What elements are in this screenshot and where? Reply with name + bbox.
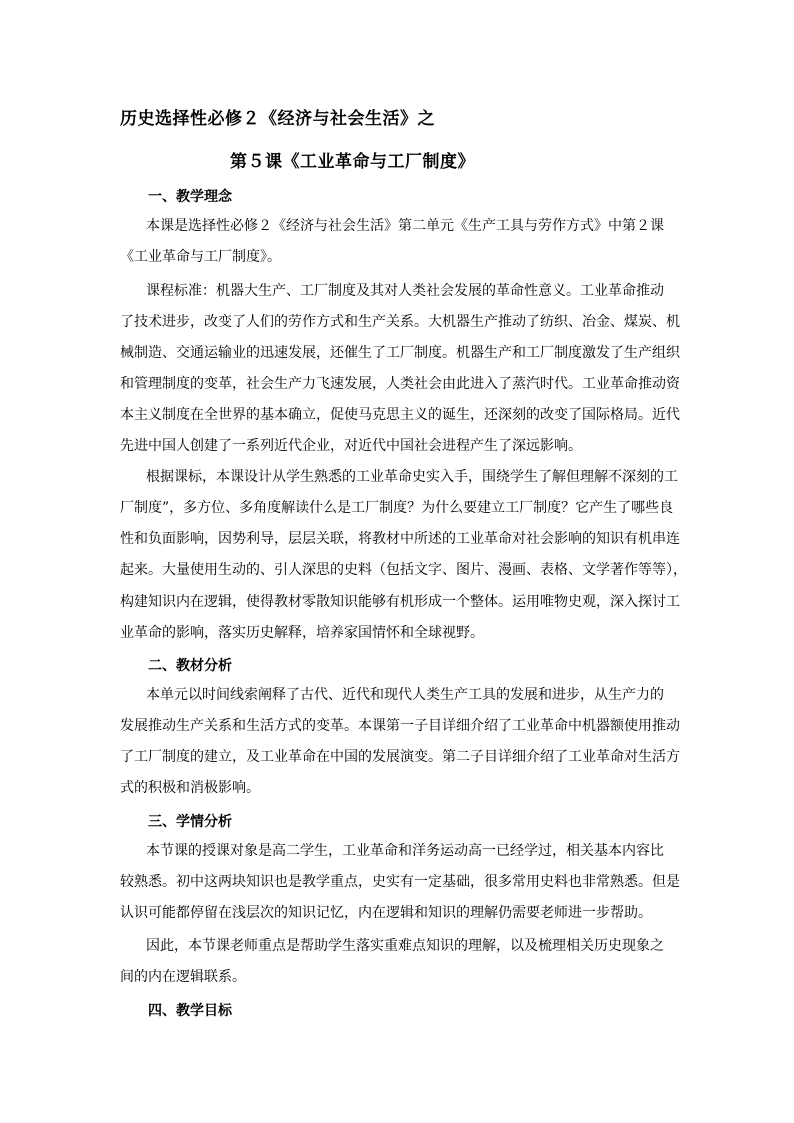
paragraph-line: 认识可能都停留在浅层次的知识记忆，内在逻辑和知识的理解仍需要老师进一步帮助。 (120, 905, 652, 921)
paragraph-line: 厂制度”，多方位、多角度解读什么是工厂制度？为什么要建立工厂制度？它产生了哪些良 (120, 500, 674, 516)
paragraph-line: 发展推动生产关系和生活方式的变革。本课第一子目详细介绍了工业革命中机器额使用推动 (120, 718, 680, 734)
paragraph-line: 性和负面影响，因势利导，层层关联，将教材中所述的工业革命对社会影响的知识有机串连 (120, 531, 680, 547)
paragraph-line: 和管理制度的变革，社会生产力飞速发展，人类社会由此进入了蒸汽时代。工业革命推动资 (120, 376, 680, 392)
section-heading-student-analysis: 三、学情分析 (148, 814, 232, 830)
paragraph-line: 间的内在逻辑联系。 (120, 969, 246, 985)
document-title-line-2: 第５课《工业革命与工厂制度》 (230, 152, 475, 172)
paragraph-line: 根据课标，本课设计从学生熟悉的工业革命史实入手，围绕学生了解但理解不深刻的工 (146, 469, 678, 485)
paragraph-line: 先进中国人创建了一系列近代企业，对近代中国社会进程产生了深远影响。 (120, 438, 582, 454)
paragraph-line: 本主义制度在全世界的基本确立，促使马克思主义的诞生，还深刻的改变了国际格局。近代 (120, 407, 680, 423)
paragraph-line: 械制造、交通运输业的迅速发展，还催生了工厂制度。机器生产和工厂制度激发了生产组织 (120, 345, 680, 361)
paragraph-line: 因此，本节课老师重点是帮助学生落实重难点知识的理解，以及梳理相关历史现象之 (146, 938, 664, 954)
paragraph-line: 本节课的授课对象是高二学生，工业革命和洋务运动高一已经学过，相关基本内容比 (146, 843, 664, 859)
paragraph-line: 起来。大量使用生动的、引人深思的史料（包括文字、图片、漫画、表格、文学著作等等）， (120, 562, 687, 578)
paragraph-line: 了工厂制度的建立，及工业革命在中国的发展演变。第二子目详细介绍了工业革命对生活方 (120, 749, 680, 765)
paragraph-line: 课程标准：机器大生产、工厂制度及其对人类社会发展的革命性意义。工业革命推动 (146, 283, 664, 299)
document-title-line-1: 历史选择性必修２《经济与社会生活》之 (120, 109, 435, 129)
section-heading-textbook-analysis: 二、教材分析 (148, 658, 232, 674)
paragraph-line: 《工业革命与工厂制度》。 (120, 249, 281, 265)
paragraph-line: 本课是选择性必修２《经济与社会生活》第二单元《生产工具与劳作方式》中第２课 (146, 218, 664, 234)
section-heading-teaching-philosophy: 一、教学理念 (148, 189, 232, 205)
paragraph-line: 构建知识内在逻辑，使得教材零散知识能够有机形成一个整体。运用唯物史观，深入探讨工 (120, 594, 680, 610)
paragraph-line: 式的积极和消极影响。 (120, 780, 260, 796)
section-heading-teaching-objectives: 四、教学目标 (148, 1003, 232, 1019)
paragraph-line: 业革命的影响，落实历史解释，培养家国情怀和全球视野。 (120, 625, 484, 641)
paragraph-line: 本单元以时间线索阐释了古代、近代和现代人类生产工具的发展和进步，从生产力的 (146, 687, 664, 703)
paragraph-line: 了技术进步，改变了人们的劳作方式和生产关系。大机器生产推动了纺织、冶金、煤炭、机 (120, 314, 680, 330)
paragraph-line: 较熟悉。初中这两块知识也是教学重点，史实有一定基础，很多常用史料也非常熟悉。但是 (120, 874, 680, 890)
